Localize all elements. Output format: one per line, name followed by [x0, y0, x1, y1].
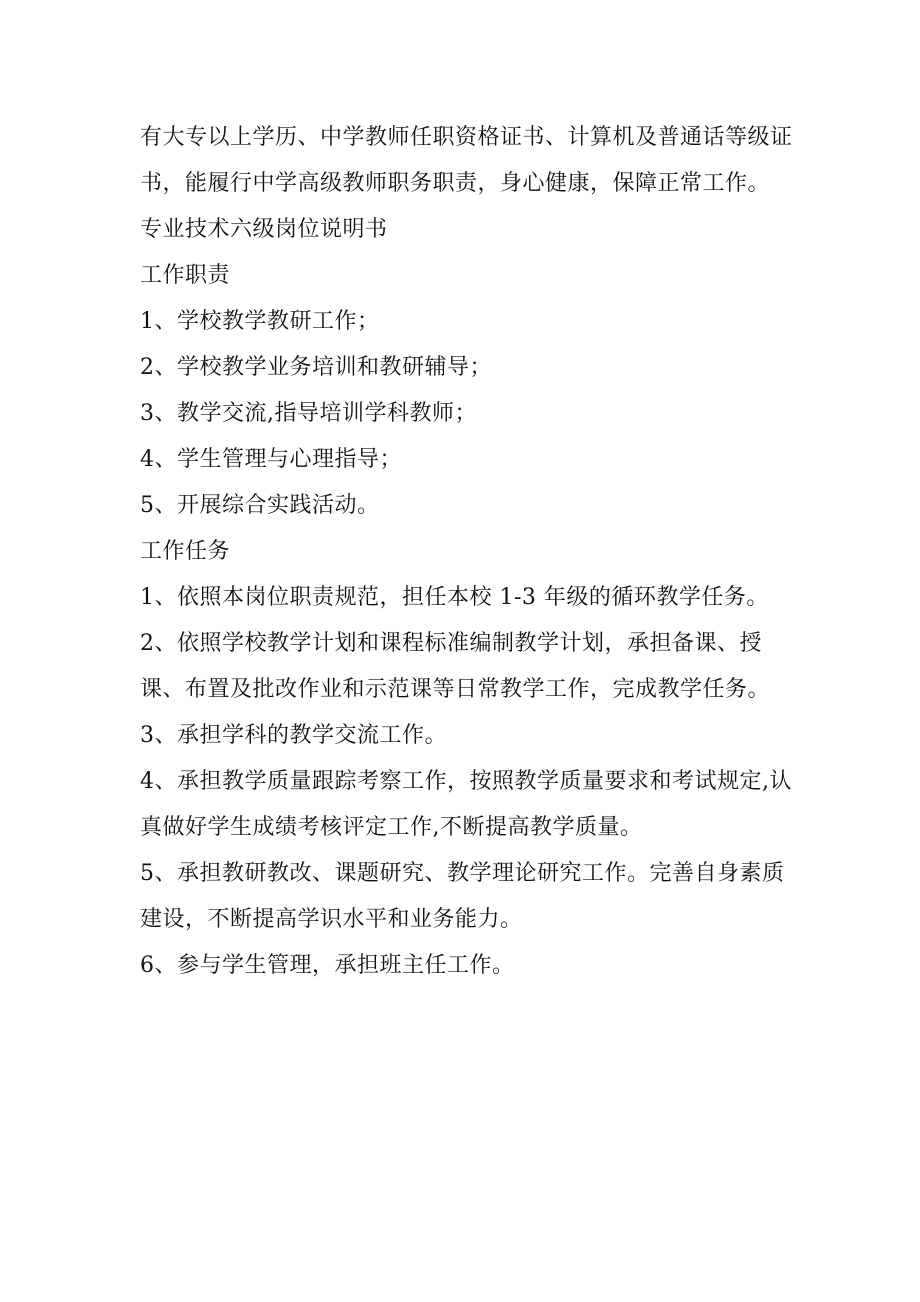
section-title-level6-post: 专业技术六级岗位说明书 [140, 217, 388, 242]
duty-item-4: 4、学生管理与心理指导； [140, 447, 402, 472]
task-item-4: 4、承担教学质量跟踪考察工作，按照教学质量要求和考试规定,认真做好学生成绩考核评定工作,不断提高教学质量。 [140, 769, 792, 840]
duty-item-5: 5、开展综合实践活动。 [140, 493, 380, 518]
duty-item-2: 2、学校教学业务培训和教研辅导； [140, 355, 492, 380]
task-item-3: 3、承担学科的教学交流工作。 [140, 723, 447, 748]
document-body [140, 115, 800, 989]
task-item-2: 2、依照学校教学计划和课程标准编制教学计划，承担备课、授课、布置及批改作业和示范课等日常教学工作，完成教学任务。 [140, 631, 771, 702]
heading-job-tasks: 工作任务 [140, 539, 231, 564]
duty-item-1: 1、学校教学教研工作； [140, 309, 380, 334]
task-item-5: 5、承担教研教改、课题研究、教学理论研究工作。完善自身素质建设，不断提高学识水平和业务能力。 [140, 861, 785, 932]
heading-job-duties: 工作职责 [140, 263, 231, 288]
task-item-6: 6、参与学生管理，承担班主任工作。 [140, 953, 515, 978]
duty-item-3: 3、教学交流,指导培训学科教师； [140, 401, 477, 426]
qualification-paragraph: 有大专以上学历、中学教师任职资格证书、计算机及普通话等级证书，能履行中学高级教师职务职责，身心健康，保障正常工作。 [140, 125, 793, 196]
task-item-1: 1、依照本岗位职责规范，担任本校 1-3 年级的循环教学任务。 [140, 585, 769, 610]
